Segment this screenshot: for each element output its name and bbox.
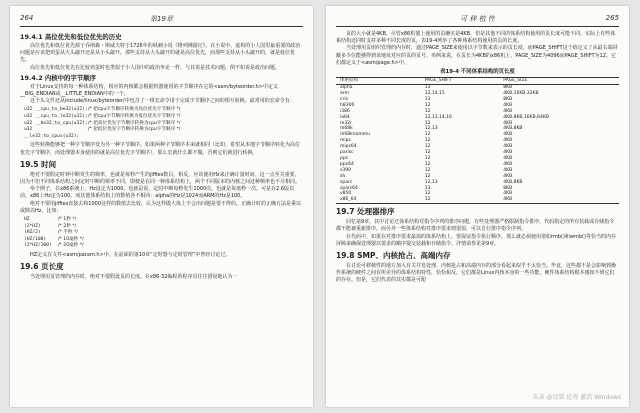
page-body	[20, 31, 303, 403]
page-header	[336, 14, 619, 25]
code-line	[24, 217, 303, 224]
table-cell: 12	[424, 173, 431, 179]
header-rule	[20, 26, 303, 27]
header-rule	[336, 26, 619, 27]
code-text: (HZ/100)	[24, 236, 47, 242]
paragraph: 这些转换能够把一种字节顺序变为另一种字节顺序。如果两种字节顺序本来就相同（比如，希望从本地字节顺序转化为高位优先字节顺序，而处理器本身使用的就是高位优先字节顺序），那么宏就什么都不做，否则它们就进行转换。	[20, 142, 301, 156]
table-cell: 8KB	[503, 85, 513, 91]
code-comment: /* 20毫秒 */	[58, 243, 84, 249]
table-cell: 12	[424, 167, 431, 173]
table-cell: 12	[424, 191, 431, 197]
table-cell: sh	[340, 173, 346, 179]
paragraph: 这个头文件还从include/linux/byteorder/中包含了一组宏命令用于完成字节顺序之间的相互转换。最常用的宏命令有：	[30, 98, 295, 105]
right-page	[326, 6, 629, 407]
code-comment: /* 把cpu字节顺序转换为低位优先字节顺序 */	[88, 114, 181, 120]
left-page	[10, 6, 313, 407]
paragraph: 高位优先和低位优先源于乔纳森・斯威夫特于1726年的讽刺小说《格列佛游记》。在小说中，虚构的小人国里最重要的政治问题是应该把鸡蛋从大头敲开还是从小头敲开。那些支持从大头敲开的就是高位优先，而那些支持从小头敲开的，就是低位优先。	[20, 43, 301, 64]
code-text: (2*HZ/100)	[24, 243, 52, 249]
code-comment: /* 2秒 */	[58, 223, 77, 229]
table-cell: s390	[340, 167, 351, 173]
hz-code-block	[24, 217, 303, 250]
paragraph: 对于Linux支持的每一种体系结构，相应的内核都会根据机器使用的字节顺序在它的<asm/byteorder.h>中定义__BIG_ENDIAN或__LITTLE_ENDIAN中的一个。	[20, 83, 278, 98]
code-text: u32 __be32_to_cpu(u32);	[24, 120, 88, 126]
table-cell: 12	[424, 132, 431, 138]
table-cell: arm	[340, 91, 349, 97]
table-cell: 8KB	[503, 185, 513, 191]
column-header: PAGE_SHIFT	[421, 78, 500, 85]
page-header	[20, 14, 303, 25]
code-block	[24, 107, 303, 140]
right-sections	[336, 206, 619, 284]
section-heading: 19.4.1 高位优先和低位优先的历史	[20, 33, 122, 41]
code-line	[24, 127, 303, 140]
table-cell: 4KB	[503, 108, 513, 114]
table-cell: 12	[424, 150, 431, 156]
table-cell: alpha	[340, 85, 353, 91]
code-line	[24, 114, 303, 121]
table-cell: 12	[424, 102, 431, 108]
paragraph: HZ定义在文件<asm/param.h>中。在前面的第10章“定时器与定时管理”中曾经讨论过。	[30, 251, 231, 258]
code-comment: /* 10毫秒 */	[58, 236, 84, 242]
chapter-header: 第19章	[150, 15, 173, 23]
code-text: u32 __cpu_to_le32(u32);	[24, 114, 88, 120]
paragraph: 当处理用页管理的内存时，绝对不要假设页的长度。在x86-32编程的程序员往往错误地认为一	[30, 274, 238, 281]
table-cell: 13	[424, 185, 431, 191]
table-caption: 表19-4 不同体系结构的页长度	[440, 69, 515, 76]
column-header: 体系结构	[336, 78, 421, 85]
table-cell: 4KB,8KB	[503, 179, 523, 185]
paragraph: 绝对不要假定时钟中断发生的频率，也就是每秒产生的jiffies数目。相反，应该使用Hz来正确计量时间。这一点至关重要，因为不但不同体系结构之间定时中断的频率不同，即便是在同一种体系结构上，两个不同版本的内核之间这种频率也不尽相同。	[20, 171, 301, 185]
table-cell: 12	[421, 197, 500, 203]
code-comment: /* 1秒 */	[58, 217, 77, 223]
code-comment: /* 把高位优先字节顺序转换为cpu字节顺序 */	[88, 120, 181, 126]
section-heading: 19.4.2 内核中的字节顺序	[20, 73, 96, 82]
table-cell: 4KB	[503, 191, 513, 197]
table-cell: v850	[340, 191, 352, 197]
table-cell: 4KB	[503, 102, 513, 108]
paragraph: 绝对不要用jiffies直接去和1000这样的数值去比较，认为这样做大体上不会出问题是要不得的。正确计时的正确方法是乘以或除以Hz。比如：	[20, 200, 302, 214]
section-heading: 19.5 时间	[20, 159, 57, 169]
table-cell: 4KB	[503, 150, 513, 156]
table-cell: sparc64	[340, 185, 358, 191]
table-cell: 8KB	[503, 96, 513, 102]
section-heading: 19.6 页长度	[20, 262, 64, 272]
table-cell: ppc	[340, 156, 349, 161]
table-cell: 12,13	[424, 179, 438, 185]
paragraph: 回忆第9章，其中讨论过体系结构对指令序列的排序问题。有些处理器严格限制指令排序，代码指定的所有装载或存储指令都不能被重新排序，而另外一些体系结构对排序要求则很弱，可以自行排序指令序列。	[336, 219, 615, 233]
paragraph: 举个例子，在x86系统上，Hz设定为1000，也就是说，定时中断每秒发生1000次，也就是每毫秒一次。可是在2.6版以前，x86上Hz定为100。而其他体系结构上的数值各不相同：alpha的Hz是1024而ARM的Hz是100。	[20, 186, 295, 200]
table-cell: 4KB	[503, 144, 513, 150]
code-comment: /* 半秒 */	[58, 230, 78, 236]
table-cell: ppc64	[340, 161, 354, 167]
page-number: 265	[605, 14, 619, 22]
table-cell: 4KB,8KB	[503, 126, 523, 132]
code-text: HZ	[24, 217, 30, 223]
paragraph: 页的大小就是4KB。尽管x86机器上使用的页确实是4KB，但是其他不同的体系结构使用的页长度可能不同。实际上有些体系结构还同时支持多种不同长度的页，表19-4列举了各种体系结构使用的页的长度。	[336, 31, 616, 45]
code-text: (HZ/2)	[24, 230, 41, 236]
table-row	[336, 197, 619, 203]
running-header: 可 移 植 性	[460, 15, 495, 23]
code-line	[24, 243, 303, 250]
watermark: 头条 @设置 论观 激活 Windows	[532, 394, 621, 401]
code-comment: /* 把cpu字节顺序转换为高位优先字节顺序 */	[88, 107, 181, 113]
table-cell: m68k	[340, 126, 353, 132]
paragraph: 在讨论可移植性的地方加入有关并发处理、内核抢占和高端内存的部分看起来似乎不太恰当。毕竟，这些都不是会影响到操作系统的硬件之间有所差异的体系结构特性，恰恰相反，它们都是Linux内核本身的一些功能，硬件体系结构根本感知不到它们的存在。但是，它们代表的其实都是可配	[336, 263, 617, 284]
table-cell: 13	[424, 96, 431, 102]
section-heading: 19.8 SMP、内核抢占、高端内存	[336, 251, 451, 261]
paragraph: 当处理用页组织管理的内存时，通过PAGE_SIZE来使用以字节数来表示的页长度，而PAGE_SHIFT这个值定义了从最右端屏蔽多少位能够得到该地址对应的页的页号。举例来说，在页长为4KB的x86机上，PAGE_SIZE为4096而PAGE_SHIFT为12。它们都定义于<asm/page.h>中。	[336, 45, 618, 66]
table-header-row	[336, 78, 619, 85]
table-cell: 4KB	[503, 132, 513, 138]
table-cell: 4KB	[503, 161, 513, 167]
table-cell: 4KB	[503, 138, 513, 144]
table-cell: 12	[424, 161, 431, 167]
column-header: PAGE_SIZE	[499, 78, 619, 85]
table-cell: 12	[424, 138, 431, 144]
table-cell: 12,14,15	[424, 91, 445, 97]
table-cell: m68knommu	[340, 132, 370, 138]
table-cell: x86_64	[336, 197, 421, 203]
page-size-table	[336, 77, 619, 204]
table-body	[336, 85, 619, 204]
table-cell: 12,13	[424, 126, 438, 132]
table-cell: 4KB	[503, 167, 513, 173]
table-cell: 4KB,8KB,16KB,64KB	[503, 114, 549, 120]
table-cell: 4KB,16KB,32KB	[503, 91, 539, 97]
page-body	[336, 31, 619, 403]
table-cell: 12	[424, 120, 431, 126]
table-cell: cris	[340, 96, 348, 102]
code-line	[24, 230, 303, 237]
table-cell: 13	[424, 85, 431, 91]
table-cell: 4KB	[499, 197, 619, 203]
paragraph: 在代码中，如果在对排序要求最弱的体系结构上，要保证指令执行顺序，那么就必须使用诸如rmb()和wmb()等恰当的内存屏障来确保处理器以要求的顺序提交装载和存储指令。详情请参见第9章。	[336, 233, 616, 247]
table-cell: 12	[424, 108, 431, 114]
code-text: u32 __le32_to_cpus(u32);	[24, 127, 80, 139]
table-cell: m32r	[340, 120, 352, 126]
page-number: 264	[20, 14, 34, 22]
table-cell: 12	[424, 144, 431, 150]
section-heading: 19.7 处理器排序	[336, 207, 395, 217]
table-cell: 12	[424, 156, 431, 161]
code-comment: /* 把低位优先字节顺序转换为cpu字节顺序 */	[88, 127, 181, 133]
table-cell: ia64	[340, 114, 350, 120]
table-cell: 4KB	[503, 173, 513, 179]
code-text: (2*HZ)	[24, 223, 41, 229]
table-cell: i386	[340, 108, 350, 114]
table-cell: 12,13,14,16	[424, 114, 452, 120]
table-cell: mips64	[340, 144, 357, 150]
table-cell: mips	[340, 138, 351, 144]
table-cell: h8300	[340, 102, 355, 108]
code-text: u32 __cpu_to_be32(u32);	[24, 107, 88, 113]
table-cell: 4KB	[503, 156, 513, 161]
table-cell: 4KB	[503, 120, 513, 126]
paragraph: 高位优先和低位优先在比较鸡蛋时也类似于小人国中的政治争论一样。与其说是技术问题，倒不如说是政治问题。	[30, 64, 281, 71]
table-cell: parisc	[340, 150, 354, 156]
table-cell: sparc	[340, 179, 353, 185]
